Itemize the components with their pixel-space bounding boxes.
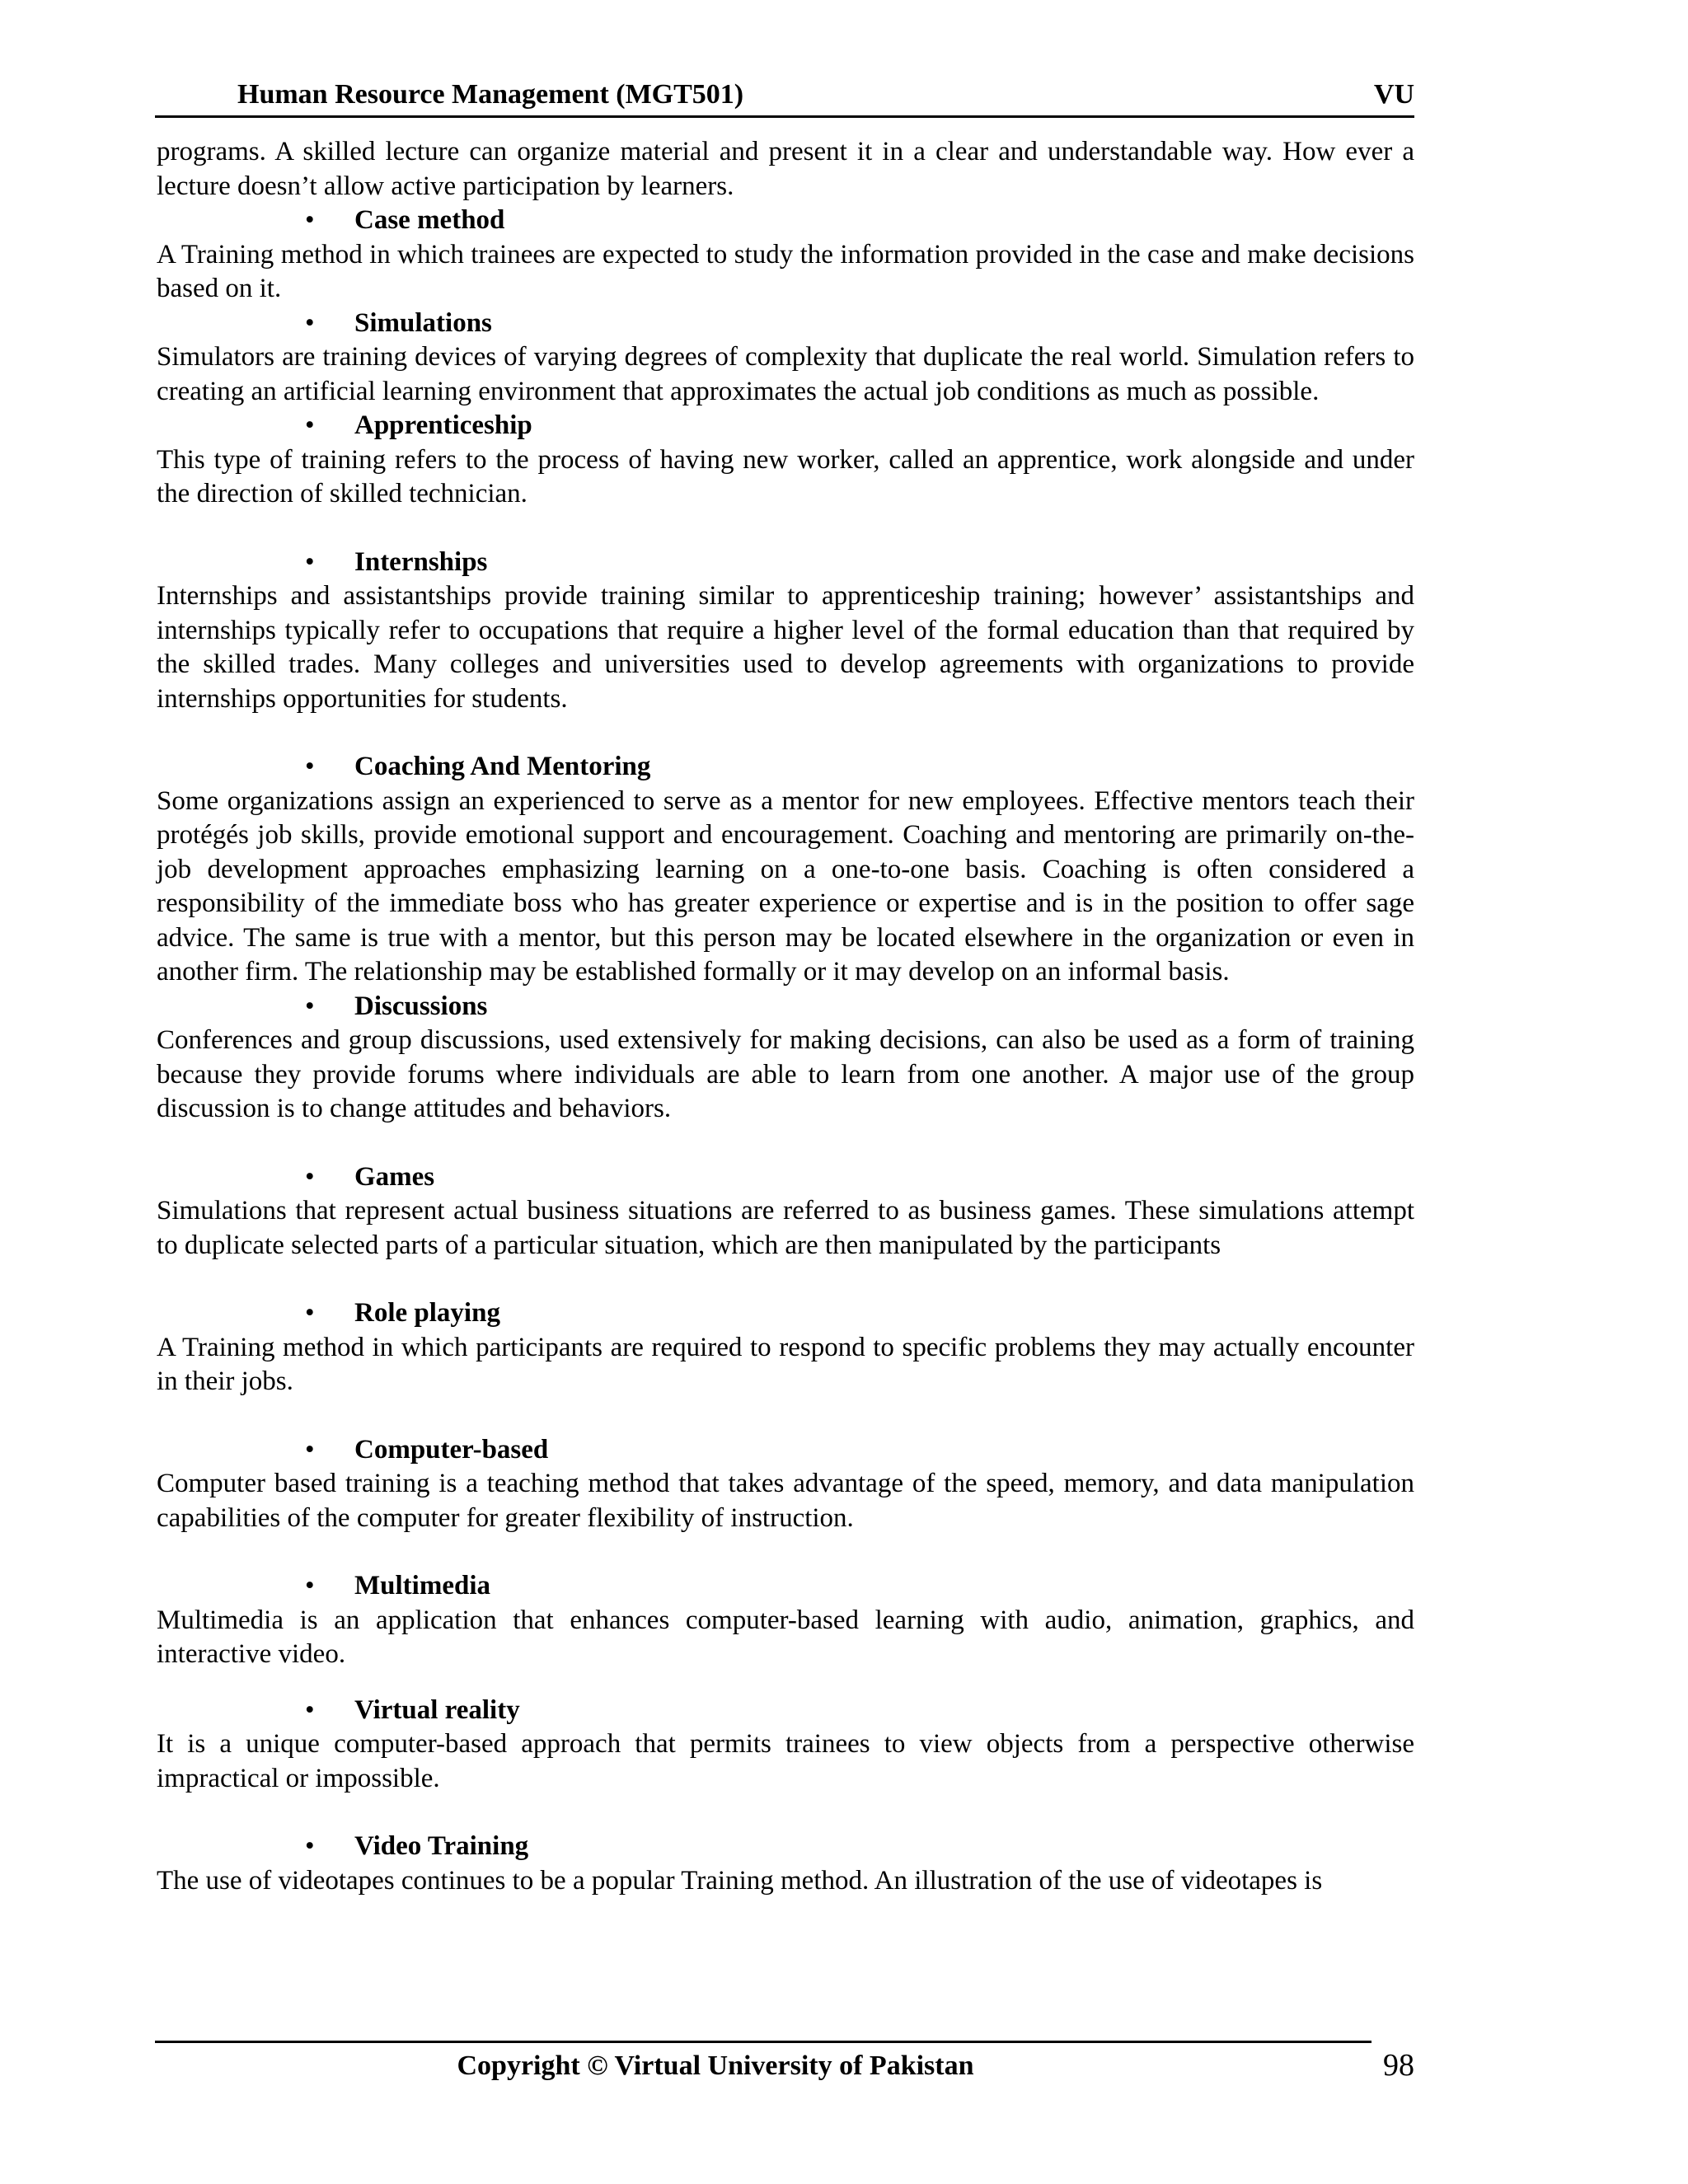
section-heading-text: Multimedia <box>354 1571 490 1601</box>
page-number: 98 <box>1383 2048 1414 2083</box>
section-heading-text: Case method <box>354 205 505 235</box>
bullet-icon: • <box>305 205 315 235</box>
section-text: It is a unique computer-based approach that permits trainees to view objects from a perspective otherwise impractical or impossible. <box>157 1729 1414 1793</box>
section-case-method <box>157 204 1414 307</box>
section-heading <box>157 1296 1414 1331</box>
section-text: Conferences and group discussions, used extensively for making decisions, can also be used as a form of training because they provide forums where individuals are able to learn from one another. A major use of the group discussion is to change attitudes and behaviors. <box>157 1025 1414 1123</box>
section-heading-text: Discussions <box>354 991 488 1021</box>
section-heading-text: Computer-based <box>354 1434 549 1465</box>
section-heading-text: Internships <box>354 546 488 577</box>
bullet-icon: • <box>305 1831 315 1861</box>
section-video-training <box>157 1830 1414 1898</box>
section-text: The use of videotapes continues to be a popular Training method. An illustration of the use of videotapes is <box>157 1865 1323 1896</box>
section-virtual-reality <box>157 1694 1414 1797</box>
section-heading <box>157 546 1414 580</box>
bullet-icon: • <box>305 1161 315 1192</box>
section-text: This type of training refers to the process of having new worker, called an apprentice, work alongside and under the direction of skilled technician. <box>157 444 1414 509</box>
section-role-playing <box>157 1296 1414 1399</box>
bullet-icon: • <box>305 1571 315 1601</box>
section-internships <box>157 546 1414 717</box>
footer-divider <box>155 2041 1372 2043</box>
section-heading <box>157 1160 1414 1195</box>
section-heading <box>157 409 1414 443</box>
bullet-icon: • <box>305 1298 315 1328</box>
section-simulations <box>157 307 1414 410</box>
section-text: Simulations that represent actual business situations are referred to as business games. These simulations attempt to duplicate selected parts of a particular situation, which are then manipulated by the participants <box>157 1196 1414 1260</box>
bullet-icon: • <box>305 991 315 1021</box>
section-heading <box>157 307 1414 341</box>
section-multimedia <box>157 1569 1414 1672</box>
section-text: A Training method in which participants are required to respond to specific problems they may actually encounter in their jobs. <box>157 1332 1414 1396</box>
section-text: Internships and assistantships provide training similar to apprenticeship training; however’ assistantships and internships typically refer to occupations that require a higher level of the formal education than that required by the skilled trades. Many colleges and universities used to develop agreements with organizations to provide internships opportunities for students. <box>157 581 1414 714</box>
section-computer-based <box>157 1433 1414 1536</box>
section-heading <box>157 750 1414 785</box>
section-heading <box>157 990 1414 1024</box>
bullet-icon: • <box>305 1434 315 1465</box>
bullet-icon: • <box>305 752 315 781</box>
section-text: Simulators are training devices of varying degrees of complexity that duplicate the real world. Simulation refers to creating an artificial learning environment that approximates the actual job conditions as much as possible. <box>157 342 1414 406</box>
section-coaching-mentoring <box>157 750 1414 990</box>
section-apprenticeship <box>157 409 1414 512</box>
section-heading-text: Video Training <box>354 1831 529 1861</box>
section-heading <box>157 1830 1414 1864</box>
section-text: Multimedia is an application that enhances computer-based learning with audio, animation, graphics, and interactive video. <box>157 1605 1414 1669</box>
page-footer <box>155 2047 1414 2088</box>
section-discussions <box>157 990 1414 1127</box>
section-heading <box>157 1433 1414 1468</box>
section-text: Some organizations assign an experienced to serve as a mentor for new employees. Effective mentors teach their protégés job skills, provide emotional support and encouragement. Coaching and mentoring are primarily on-the-job development approaches emphasizing learning on a one-to-one basis. Coaching is often considered a responsibility of the immediate boss who has greater experience or expertise and is in the position to offer sage advice. The same is true with a mentor, but this person may be located elsewhere in the organization or even in another firm. The relationship may be established formally or it may develop on an informal basis. <box>157 785 1414 987</box>
bullet-icon: • <box>305 1694 315 1725</box>
section-heading-text: Games <box>354 1161 435 1192</box>
bullet-icon: • <box>305 307 315 338</box>
section-text: Computer based training is a teaching method that takes advantage of the speed, memory, and data manipulation capabilities of the computer for greater flexibility of instruction. <box>157 1469 1414 1533</box>
section-heading-text: Apprenticeship <box>354 410 532 440</box>
section-games <box>157 1160 1414 1263</box>
header-institution: VU <box>1373 79 1414 110</box>
bullet-icon: • <box>305 546 315 577</box>
section-heading-text: Coaching And Mentoring <box>354 752 651 781</box>
section-heading-text: Simulations <box>354 307 492 338</box>
bullet-icon: • <box>305 410 315 440</box>
section-heading <box>157 204 1414 238</box>
section-text: A Training method in which trainees are expected to study the information provided in the case and make decisions based on it. <box>157 239 1414 303</box>
page-header <box>155 76 1414 118</box>
page-content <box>157 135 1414 1898</box>
footer-copyright: Copyright © Virtual University of Pakistan <box>457 2050 974 2081</box>
section-heading <box>157 1694 1414 1728</box>
section-heading <box>157 1569 1414 1604</box>
header-title: Human Resource Management (MGT501) <box>237 79 744 110</box>
section-heading-text: Virtual reality <box>354 1694 520 1725</box>
intro-paragraph: programs. A skilled lecture can organize material and present it in a clear and understandable way. How ever a lecture doesn’t allow active participation by learners. <box>157 137 1414 201</box>
section-heading-text: Role playing <box>354 1298 500 1328</box>
